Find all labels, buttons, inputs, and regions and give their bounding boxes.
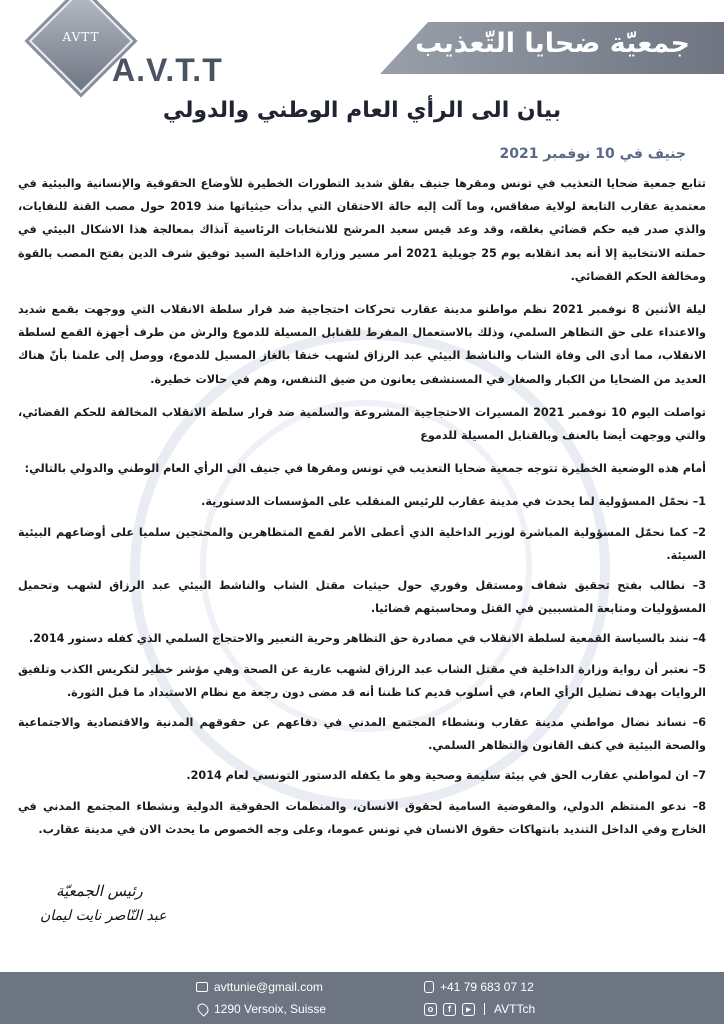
list-item: 7– ان لمواطني عقارب الحق في بيئة سليمة وصحية وهو ما يكفله الدستور التونسي لعام 2014. (186, 769, 706, 783)
location-pin-icon (195, 1001, 211, 1017)
list-item: 5– نعتبر أن رواية وزارة الداخلية في مقتل الشاب عبد الرزاق لشهب عارية عن الصحة وهي مؤشر خطير لتكريس الكذب وتلفيق الروايات بهدف تضليل الرأي العام، في أسلوب قديم كنا ظننا أنه قد مضى دون رجعة مع نظام الاستبداد ما قبل الثورة. (18, 662, 706, 699)
list-item: 8– ندعو المنتظم الدولي، والمفوضية السامية لحقوق الانسان، والمنظمات الحقوقية الدولية ونشطاء المجتمع المدني في الخارج وفي الداخل التنديد بانتهاكات حقوق الانسان في تونس عموما، وعلى وجه الخصوص ما يحدث الان في مدينة عقارب. (18, 799, 706, 836)
youtube-icon[interactable]: ▸ (462, 1003, 475, 1016)
phone-icon (424, 981, 434, 993)
org-abbreviation: A.V.T.T (112, 52, 223, 88)
instagram-icon[interactable]: o (424, 1003, 437, 1016)
signature-name: عبد النّاصر نايت ليمان (40, 908, 167, 924)
social-handle[interactable]: AVTTch (494, 1002, 536, 1016)
org-name: جمعيّة ضحايا التّعذيب (415, 28, 690, 59)
email-text[interactable]: avttunie@gmail.com (214, 980, 323, 994)
paragraph: تتابع جمعية ضحايا التعذيب في تونس ومقرها جنيف بقلق شديد التطورات الخطيرة للأوضاع الحقوقية والإنسانية والبيئية في معتمدية عقارب التابعة لولاية صفاقس، وما آلت إليه حالة الاحتقان التي بدأت حيثياتها منذ 2019 حول مصب القنة للنفايات، والذي صدر فيه حكم قضائي بغلقه، وقد وعد قيس سعيد المرشح للانتخابات الرئاسية آنذاك بمعالجة هذا الاشكال البيئي في حملته الانتخابية إلا أنه بعد انقلابه يوم 25 جويلية 2021 أمر مسير وزارة الداخلية السيد توفيق شرف الدين بفتح المصب بالقوة ومخالفة الحكم القضائي. (18, 177, 706, 283)
paragraph: تواصلت اليوم 10 نوفمبر 2021 المسيرات الاحتجاجية المشروعة والسلمية ضد قرار سلطة الانقلاب المخالفة للحكم القضائي، والتي ووجهت أيضا بالعنف وبالقنابل المسيلة للدموع (18, 405, 706, 443)
footer-social (424, 1002, 535, 1016)
statement-body (18, 172, 706, 848)
facebook-icon[interactable]: f (443, 1003, 456, 1016)
letterhead (0, 0, 724, 92)
statement-title: بيان الى الرأي العام الوطني والدولي (162, 98, 562, 123)
divider (484, 1003, 485, 1015)
phone-text[interactable]: +41 79 683 07 12 (440, 980, 534, 994)
list-item: 2– كما نحمّل المسؤولية المباشرة لوزير الداخلية الذي أعطى الأمر لقمع المتظاهرين والمحتجين سلميا على أوضاعهم البيئية السيئة. (18, 525, 706, 562)
logo-text: AVTT (62, 30, 100, 44)
address-text: 1290 Versoix, Suisse (214, 1002, 327, 1016)
demands-list (18, 490, 706, 841)
footer-email[interactable] (196, 980, 323, 994)
mail-icon (196, 982, 208, 992)
footer-address (198, 1002, 326, 1016)
paragraph: ليلة الأثنين 8 نوفمبر 2021 نظم مواطنو مدينة عقارب تحركات احتجاجية ضد قرار سلطة الانقلاب التي ووجهت بقمع شديد والاعتداء على حق التظاهر السلمي، وذلك بالاستعمال المفرط للقنابل المسيلة للدموع والرش من طرف أجهزة القمع لسلطة الانقلاب، مما أدى الى وفاة الشاب والناشط البيئي عبد الرزاق لشهب خنقا بالغاز المسيل للدموع، ووصل إلى علمنا بأنّ هناك العديد من الضحايا من الكبار والصغار في المستشفى يعانون من ضيق التنفس، وهم في حالات خطيرة. (18, 303, 706, 386)
list-item: 4– ننند بالسياسة القمعية لسلطة الانقلاب في مصادرة حق التظاهر وحرية التعبير والاحتجاج السلمي الذي كفله دستور 2014. (29, 632, 706, 646)
footer-phone[interactable] (424, 980, 534, 994)
statement-date: جنيف في 10 نوفمبر 2021 (499, 146, 686, 162)
list-item: 6– نساند نضال مواطني مدينة عقارب ونشطاء المجتمع المدني في دفاعهم عن حقوقهم المدنية والاقتصادية والاجتماعية والصحة البيئية في كنف القانون والتظاهر السلمي. (18, 716, 706, 753)
paragraph: أمام هذه الوضعية الخطيرة تتوجه جمعية ضحايا التعذيب في تونس ومقرها في جنيف الى الرأي العام الوطني والدولي بالتالي: (24, 462, 706, 476)
list-item: 3– نطالب بفتح تحقيق شفاف ومستقل وفوري حول حيثيات مقتل الشاب والناشط البيئي عبد الرزاق لشهب وتحميل المسؤوليات ومتابعة المتسببين في القتل ومحاسبتهم قضائيا. (18, 579, 706, 616)
footer-bar (0, 972, 724, 1024)
signature-title: رئيس الجمعيّة (56, 882, 143, 900)
list-item: 1– نحمّل المسؤولية لما يحدث في مدينة عقارب للرئيس المنقلب على المؤسسات الدستورية. (201, 495, 706, 509)
